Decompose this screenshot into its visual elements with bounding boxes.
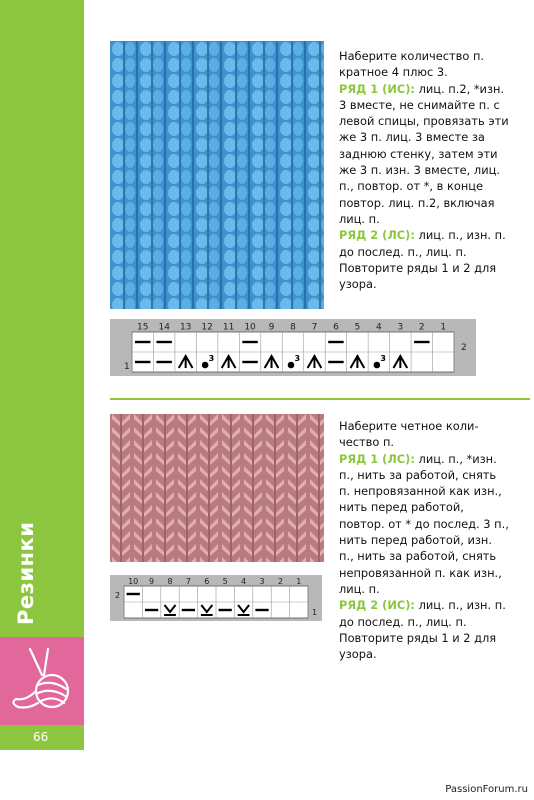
chart-column-number: 9 <box>149 577 155 586</box>
chart1-row-label-left: 1 <box>124 362 130 372</box>
pattern2-row1-label: РЯД 1 (ЛС): <box>339 451 415 466</box>
pattern1-row1-text: лиц. п.2, *изн. 3 вместе, не снимайте п. с левой спицы, провязать эти же 3 п. лиц. 3 вместе за заднюю стенку, затем эти же 3 п. изн. 3 вместе, лиц. п., повтор. от *, в конце повтор. лиц. п.2, включая лиц. п. <box>339 81 509 226</box>
chart-column-number: 10 <box>244 322 256 333</box>
pattern1-row1-label: РЯД 1 (ИС): <box>339 81 415 96</box>
chart-column-number: 2 <box>277 577 283 586</box>
chart-column-number: 10 <box>128 577 139 586</box>
chart-row1-cell-yarn-over-icon <box>288 362 295 369</box>
yarn-ball-icon <box>8 645 78 717</box>
pattern1-instructions <box>339 48 509 292</box>
pattern2-row2-label: РЯД 2 (ИС): <box>339 598 415 613</box>
chart-column-number: 8 <box>290 322 296 333</box>
page-number: 66 <box>33 730 49 744</box>
chart-column-number: 5 <box>222 577 228 586</box>
chart-column-number: 3 <box>259 577 265 586</box>
chart-column-number: 8 <box>167 577 173 586</box>
watermark-text: PassionForum.ru <box>445 784 528 795</box>
chart-column-number: 9 <box>268 322 275 333</box>
pattern2-instructions <box>339 418 509 662</box>
chart-column-number: 3 <box>397 322 404 333</box>
pattern1-row2-text: лиц. п., изн. п. до послед. п., лиц. п. Повторите ряды 1 и 2 для узора. <box>339 228 506 292</box>
pattern1-row2-label: РЯД 2 (ЛС): <box>339 228 415 243</box>
chart-row1-cell-yarn-over-icon <box>202 362 209 369</box>
chart-row1-cell-superscript: 3 <box>208 354 215 363</box>
chart-column-number: 15 <box>137 322 149 333</box>
chart-column-number: 1 <box>440 322 447 333</box>
sidebar <box>0 0 84 800</box>
chart-column-number: 6 <box>333 322 339 333</box>
chart-column-number: 4 <box>241 577 247 586</box>
chart-column-number: 14 <box>158 322 170 333</box>
chart-column-number: 7 <box>185 577 191 586</box>
knitting-chart-1 <box>110 319 476 376</box>
chart-row1-cell-superscript: 3 <box>294 354 301 363</box>
pattern1-intro: Наберите количество п. кратное 4 плюс 3. <box>339 49 485 80</box>
chart2-row-label-left: 2 <box>115 591 121 600</box>
chart2-row-label-right: 1 <box>312 608 318 617</box>
chart-column-number: 7 <box>311 322 318 333</box>
chart-column-number: 6 <box>204 577 210 586</box>
sidebar-green-band <box>0 0 84 637</box>
pattern2-intro: Наберите четное количество п. <box>339 419 479 450</box>
chart-column-number: 4 <box>375 322 382 333</box>
pattern2-row2-text: лиц. п., изн. п. до послед. п., лиц. п. Повторите ряды 1 и 2 для узора. <box>339 598 506 662</box>
chart-column-number: 1 <box>296 577 302 586</box>
chart-column-number: 13 <box>179 322 192 333</box>
section-divider <box>110 398 530 400</box>
chart1-row-label-right: 2 <box>461 343 467 353</box>
chart-column-number: 12 <box>201 322 213 333</box>
chart-row1-cell-superscript: 3 <box>380 354 386 363</box>
knit-sample-photo-pink <box>110 414 324 562</box>
chart-column-number: 2 <box>418 322 425 333</box>
pattern2-row1-text: лиц. п., *изн. п., нить за работой, снять п. непровязанной как изн., нить перед работой, повтор. от * до послед. 3 п., нить перед работой, изн. п., нить за работой, снять непровязанной п. как изн., лиц. п. <box>339 451 509 596</box>
knitting-chart-2 <box>110 575 322 621</box>
knit-sample-photo-blue <box>110 41 324 309</box>
chart-row1-cell-yarn-over-icon <box>374 362 381 369</box>
chart-column-number: 11 <box>222 322 235 333</box>
section-title: Резинки <box>14 521 38 625</box>
chart-column-number: 5 <box>354 322 361 333</box>
